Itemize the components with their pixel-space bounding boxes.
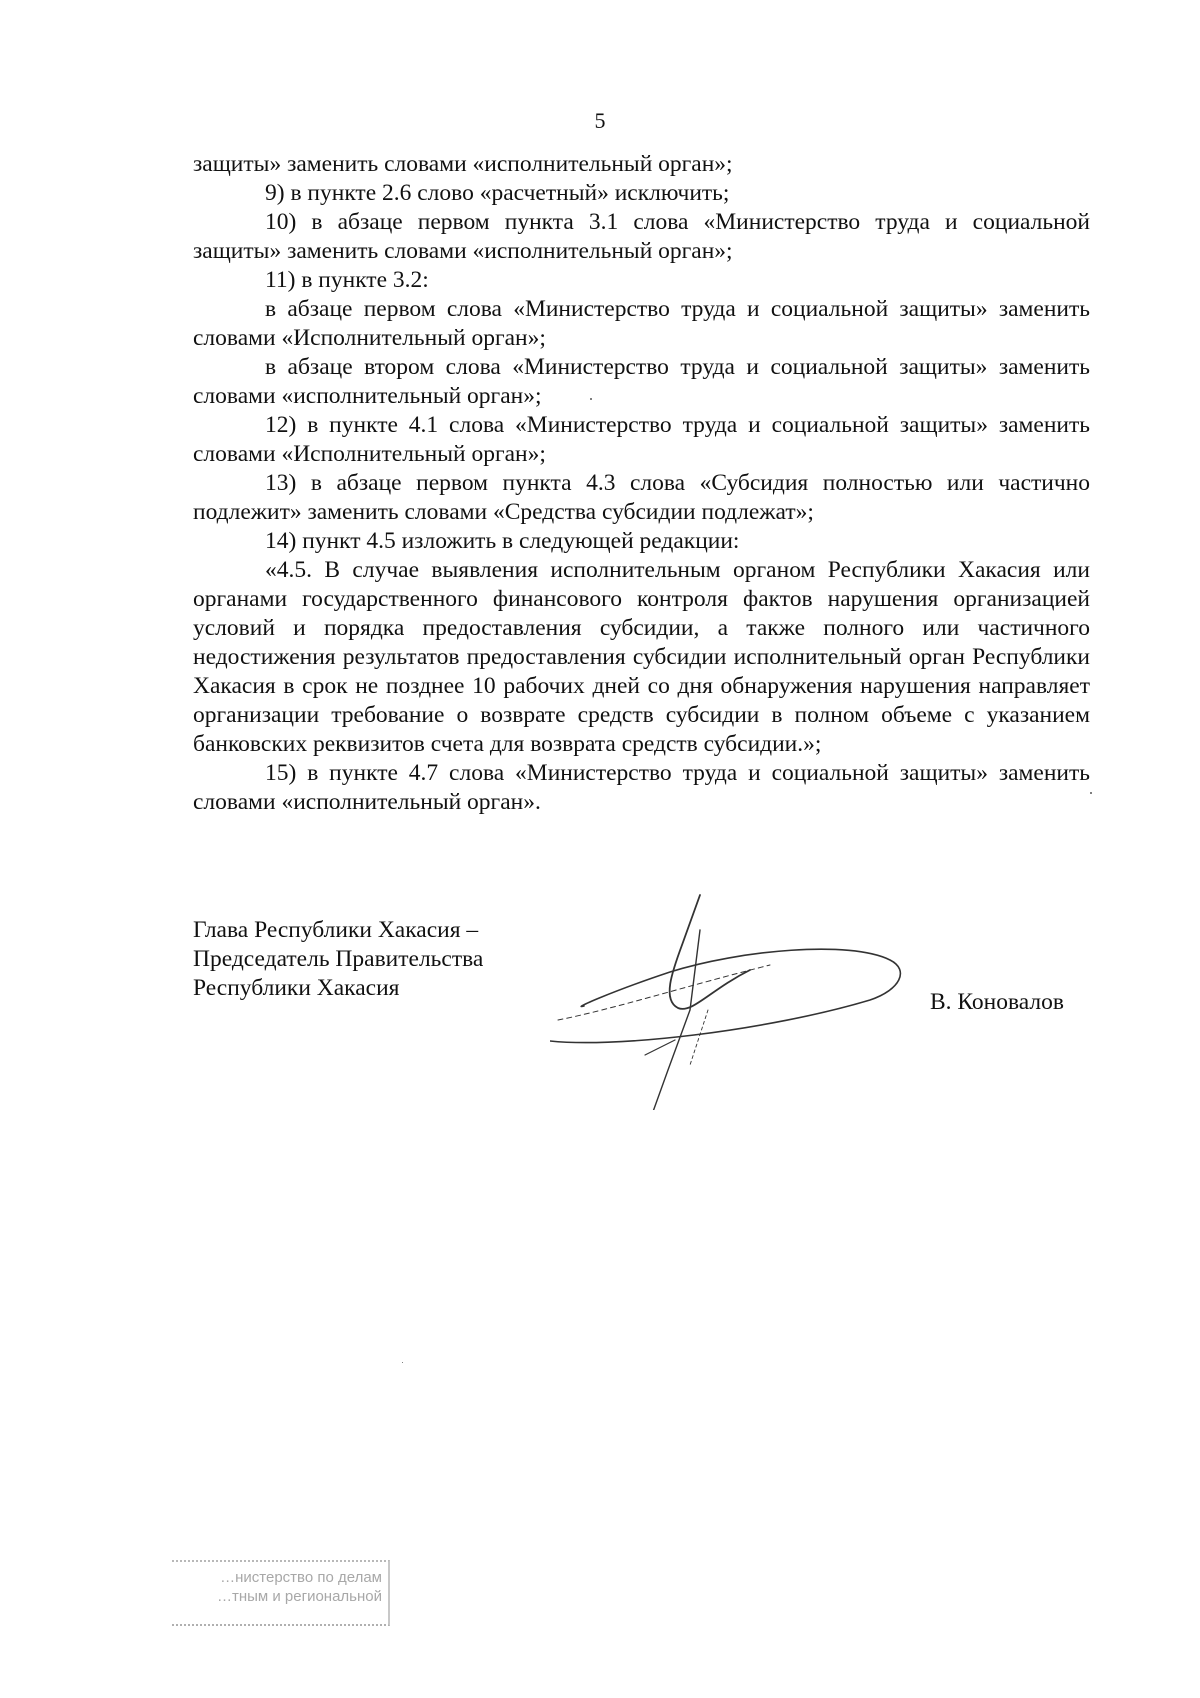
paragraph: 15) в пункте 4.7 слова «Министерство труда и социальной защиты» заменить словами «исполнительный орган». bbox=[193, 760, 1090, 815]
scan-speck bbox=[402, 1362, 403, 1363]
paragraph: 13) в абзаце первом пункта 4.3 слова «Субсидия полностью или частично подлежит» заменить словами «Средства субсидии подлежат»; bbox=[193, 470, 1090, 525]
signatory-name: В. Коновалов bbox=[930, 989, 1065, 1015]
paragraph: 11) в пункте 3.2: bbox=[265, 267, 429, 293]
paragraph: «4.5. В случае выявления исполнительным органом Республики Хакасия или органами государственного финансового контроля фактов нарушения организацией условий и порядка предоставления субсидии, а также полного или частичного недостижения результатов предоставления субсидии исполнительный орган Республики Хакасия в срок не позднее 10 рабочих дней со дня обнаружения нарушения направляет организации требование о возврате средств субсидии в полном объеме с указанием банковских реквизитов счета для возврата средств субсидии.»; bbox=[193, 557, 1090, 757]
signatory-title-line: Республики Хакасия bbox=[193, 975, 400, 1001]
paragraph: 9) в пункте 2.6 слово «расчетный» исключить; bbox=[265, 180, 730, 206]
signatory-title-line: Председатель Правительства bbox=[193, 946, 484, 972]
ministry-stamp bbox=[172, 1560, 390, 1626]
stamp-line: …тным и региональной bbox=[216, 1588, 382, 1605]
paragraph: защиты» заменить словами «исполнительный орган»; bbox=[193, 151, 733, 177]
scan-speck bbox=[590, 398, 592, 400]
paragraph: в абзаце втором слова «Министерство труда и социальной защиты» заменить словами «исполнительный орган»; bbox=[193, 354, 1090, 409]
scan-speck bbox=[1090, 792, 1092, 794]
signatory-title bbox=[193, 916, 483, 1003]
paragraph: 12) в пункте 4.1 слова «Министерство труда и социальной защиты» заменить словами «Исполнительный орган»; bbox=[193, 412, 1090, 467]
stamp-line: …нистерство по делам bbox=[220, 1569, 382, 1586]
page-number: 5 bbox=[594, 108, 606, 133]
paragraph: 14) пункт 4.5 изложить в следующей редакции: bbox=[265, 528, 740, 554]
paragraph: в абзаце первом слова «Министерство труда и социальной защиты» заменить словами «Исполнительный орган»; bbox=[193, 296, 1090, 351]
handwritten-signature bbox=[550, 890, 910, 1110]
document-body bbox=[193, 150, 1090, 817]
paragraph: 10) в абзаце первом пункта 3.1 слова «Министерство труда и социальной защиты» заменить словами «исполнительный орган»; bbox=[193, 209, 1090, 264]
signatory-title-line: Глава Республики Хакасия – bbox=[193, 917, 479, 943]
